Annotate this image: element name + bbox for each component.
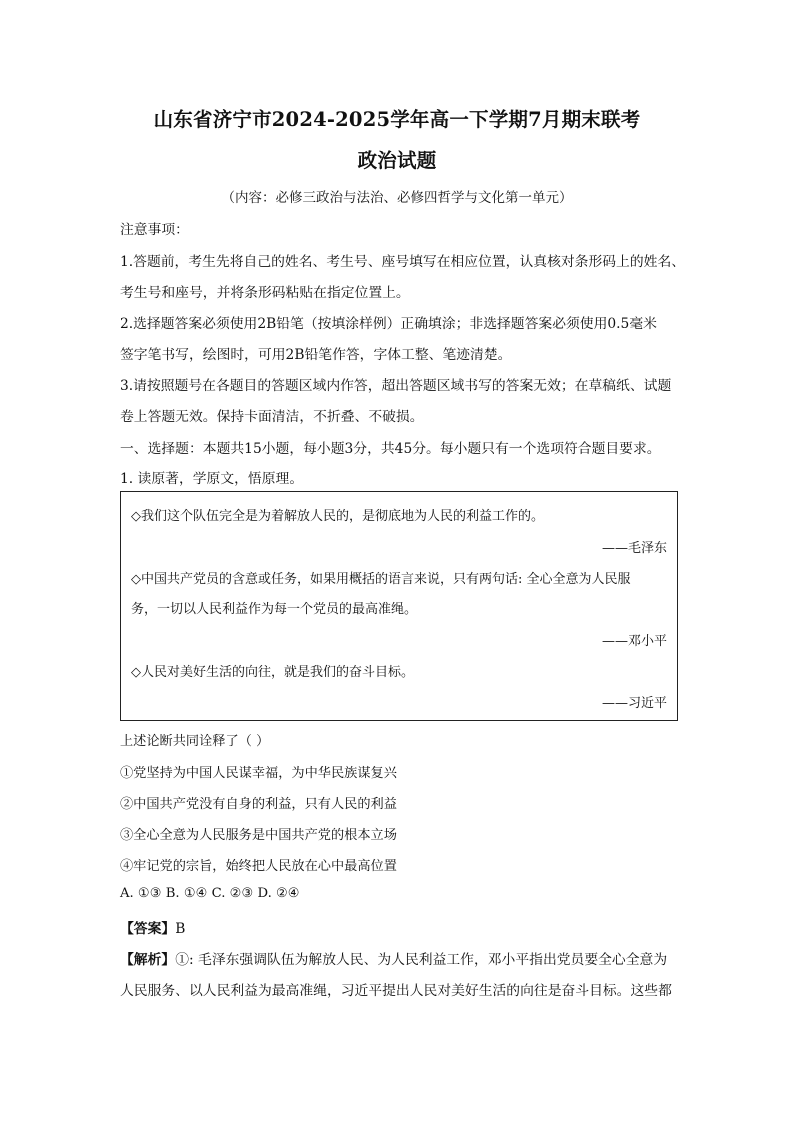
answer-label: 【答案】 xyxy=(120,921,176,937)
quote-text: ◇我们这个队伍完全是为着解放人民的，是彻底地为人民的利益工作的。 xyxy=(131,509,544,524)
answer-line xyxy=(120,917,185,937)
quote-author: ——习近平 xyxy=(601,696,667,711)
notice-line: 3.请按照题号在各题目的答题区域内作答，超出答题区域书写的答案无效；在草稿纸、试题 xyxy=(120,378,672,394)
analysis-line: 人民服务、以人民利益为最高准绳，习近平提出人民对美好生活的向往是奋斗目标。这些都 xyxy=(120,983,672,999)
statement-item: ②中国共产党没有自身的利益，只有人民的利益 xyxy=(120,797,397,812)
notice-line: 2.选择题答案必须使用2B铅笔（按填涂样例）正确填涂；非选择题答案必须使用0.5毫米 xyxy=(120,316,657,332)
quote-text: ◇中国共产党员的含意或任务，如果用概括的语言来说，只有两句话: 全心全意为人民服 xyxy=(131,572,631,587)
analysis-text: ①: 毛泽东强调队伍为解放人民、为人民利益工作，邓小平指出党员要全心全意为 xyxy=(175,952,668,968)
quote-author: ——邓小平 xyxy=(601,634,667,649)
question-prompt: 上述论断共同诠释了（ ） xyxy=(120,734,270,749)
question-stem: 1. 读原著，学原文，悟原理。 xyxy=(120,471,304,487)
statement-item: ①党坚持为中国人民谋幸福，为中华民族谋复兴 xyxy=(120,766,397,781)
quote-box xyxy=(120,491,678,721)
notice-line: 签字笔书写，绘图时，可用2B铅笔作答，字体工整、笔迹清楚。 xyxy=(120,347,512,363)
notice-heading: 注意事项： xyxy=(120,222,189,238)
quote-text: ◇人民对美好生活的向往，就是我们的奋斗目标。 xyxy=(131,665,414,680)
section-heading: 一、选择题：本题共15小题，每小题3分，共45分。每小题只有一个选项符合题目要求。 xyxy=(120,441,661,457)
answer-choices: A. ①③ B. ①④ C. ②③ D. ②④ xyxy=(120,886,300,901)
answer-value: B xyxy=(175,921,186,937)
notice-line: 卷上答题无效。保持卡面清洁，不折叠、不破损。 xyxy=(120,409,424,425)
quote-author: ——毛泽东 xyxy=(601,541,667,556)
statement-item: ④牢记党的宗旨，始终把人民放在心中最高位置 xyxy=(120,859,397,874)
quote-text-continued: 务，一切以人民利益作为每一个党员的最高准绳。 xyxy=(131,602,418,617)
exam-title: 山东省济宁市2024-2025学年高一下学期7月期末联考 xyxy=(153,108,641,131)
analysis-label: 【解析】 xyxy=(120,952,176,968)
notice-line: 1.答题前，考生先将自己的姓名、考生号、座号填写在相应位置，认真核对条形码上的姓名、 xyxy=(120,254,686,270)
statement-item: ③全心全意为人民服务是中国共产党的根本立场 xyxy=(120,828,397,843)
analysis-line xyxy=(120,948,680,968)
exam-scope: （内容：必修三政治与法治、必修四哲学与文化第一单元） xyxy=(221,190,573,206)
notice-line: 考生号和座号，并将条形码粘贴在指定位置上。 xyxy=(120,285,410,301)
exam-subject-title: 政治试题 xyxy=(357,149,437,172)
